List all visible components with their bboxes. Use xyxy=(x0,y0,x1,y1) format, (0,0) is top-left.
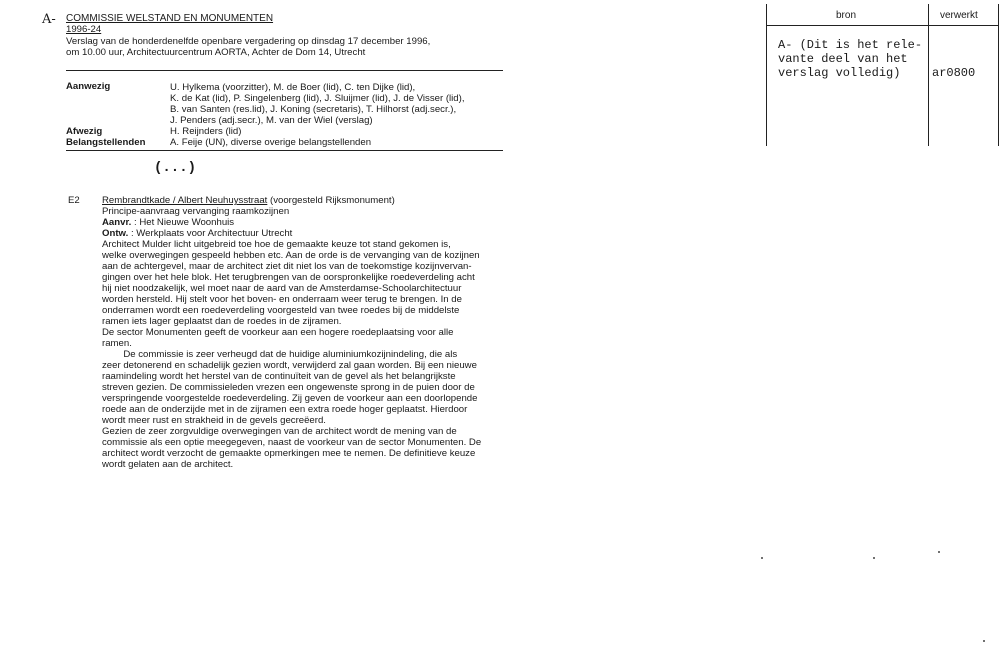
item-title-line xyxy=(102,195,395,206)
present-line: K. de Kat (lid), P. Singelenberg (lid), J. Sluijmer (lid), J. de Visser (lid), xyxy=(170,93,465,104)
meeting-line-1: Verslag van de honderdenelfde openbare vergadering op dinsdag 17 december 1996, xyxy=(66,36,431,47)
body-line: welke overwegingen gespeeld hebben etc. Aan de orde is de vervanging van de kozijnen xyxy=(102,250,480,261)
omission-marker: (...) xyxy=(154,160,197,176)
processed-code: ar0800 xyxy=(932,66,976,80)
item-subject: Principe-aanvraag vervanging raamkozijnen xyxy=(102,206,290,217)
stakeholders-value: A. Feije (UN), diverse overige belangstellenden xyxy=(170,137,372,148)
body-line: hij niet noodzakelijk, wel moet naar de aard van de Amsterdamse-Schoolarchitectuur xyxy=(102,283,462,294)
stakeholders-label: Belangstellenden xyxy=(66,137,146,148)
margin-mark: A- xyxy=(42,12,56,27)
present-line: J. Penders (adj.secr.), M. van der Wiel (verslag) xyxy=(170,115,373,126)
body-line: onderramen wordt een roedeverdeling voorgesteld van twee roedes bij de middelste xyxy=(102,305,460,316)
source-note-line: vante deel van het xyxy=(778,52,908,66)
scan-speck xyxy=(761,557,763,559)
applicant-label: Aanvr. xyxy=(102,217,132,228)
present-line: B. van Santen (res.lid), J. Koning (secretaris), T. Hilhorst (adj.secr.), xyxy=(170,104,457,115)
designer-label: Ontw. xyxy=(102,228,129,239)
present-label: Aanwezig xyxy=(66,81,111,92)
report-reference: 1996-24 xyxy=(66,24,102,35)
body-line: verspringende voorgestelde roedeverdeling. Zij geven de voorkeur aan een doorlopende xyxy=(102,393,478,404)
attendance-rule xyxy=(66,150,503,151)
side-table-header-rule xyxy=(766,25,999,26)
column-header-source: bron xyxy=(836,10,857,21)
source-note-line: A- (Dit is het rele- xyxy=(778,38,923,52)
body-line: De sector Monumenten geeft de voorkeur aan een hogere roedeplaatsing voor alle xyxy=(102,327,454,338)
item-code: E2 xyxy=(68,195,80,206)
item-title: Rembrandtkade / Albert Neuhuysstraat xyxy=(102,195,268,206)
meeting-line-2: om 10.00 uur, Architectuurcentrum AORTA, Achter de Dom 14, Utrecht xyxy=(66,47,366,58)
body-line: ramen. xyxy=(102,338,132,349)
absent-label: Afwezig xyxy=(66,126,103,137)
body-line: zeer detonerend en schadelijk gezien wordt, verwijderd zal gaan worden. Bij een nieuwe xyxy=(102,360,477,371)
applicant-value: : Het Nieuwe Woonhuis xyxy=(131,217,235,228)
item-body xyxy=(102,239,481,470)
scan-speck xyxy=(873,557,875,559)
body-line: Architect Mulder licht uitgebreid toe hoe de gemaakte keuze tot stand gekomen is, xyxy=(102,239,451,250)
scan-speck xyxy=(938,551,940,553)
column-header-processed: verwerkt xyxy=(940,10,978,21)
body-line: aan de achtergevel, maar de architect ziet dit niet los van de toekomstige kozijnvervan- xyxy=(102,261,472,272)
item-title-suffix: (voorgesteld Rijksmonument) xyxy=(267,195,395,206)
source-note-line: verslag volledig) xyxy=(778,66,901,80)
body-line: worden hersteld. Hij stelt voor het boven- en onderraam weer terug te brengen. In de xyxy=(102,294,462,305)
body-line: roede aan de onderzijde met in de zijramen een extra roede hoger geplaatst. Hierdoor xyxy=(102,404,468,415)
body-line: streven gezien. De commissieleden vrezen een ongewenste sprong in de puien door de xyxy=(102,382,475,393)
designer-value: : Werkplaats voor Architectuur Utrecht xyxy=(128,228,293,239)
designer-line xyxy=(102,228,292,239)
present-line: U. Hylkema (voorzitter), M. de Boer (lid), C. ten Dijke (lid), xyxy=(170,82,416,93)
absent-value: H. Reijnders (lid) xyxy=(170,126,242,137)
present-list xyxy=(170,82,465,126)
body-line: Gezien de zeer zorgvuldige overwegingen van de architect wordt de mening van de xyxy=(102,426,457,437)
body-line: raamindeling wordt het herstel van de continuïteit van de gevel als het belangrijkste xyxy=(102,371,456,382)
body-line: ramen iets lager geplaatst dan de roedes in de zijramen. xyxy=(102,316,342,327)
body-line: De commissie is zeer verheugd dat de huidige aluminiumkozijnindeling, die als xyxy=(102,349,458,360)
applicant-line xyxy=(102,217,234,228)
body-line: commissie als een optie meegegeven, naast de voorkeur van de sector Monumenten. De xyxy=(102,437,482,448)
org-title: COMMISSIE WELSTAND EN MONUMENTEN xyxy=(66,13,274,24)
header-rule xyxy=(66,70,503,71)
body-line: wordt meer rust en strakheid in de gevels gecreëerd. xyxy=(102,415,326,426)
scan-speck xyxy=(983,640,985,642)
body-line: gingen over het hele blok. Het terugbrengen van de oorspronkelijke roedeverdeling acht xyxy=(102,272,475,283)
source-note xyxy=(778,38,922,80)
body-line: architect wordt verzocht de gemaakte opmerkingen mee te nemen. De definitieve keuze xyxy=(102,448,476,459)
body-line: wordt gelaten aan de architect. xyxy=(102,459,234,470)
